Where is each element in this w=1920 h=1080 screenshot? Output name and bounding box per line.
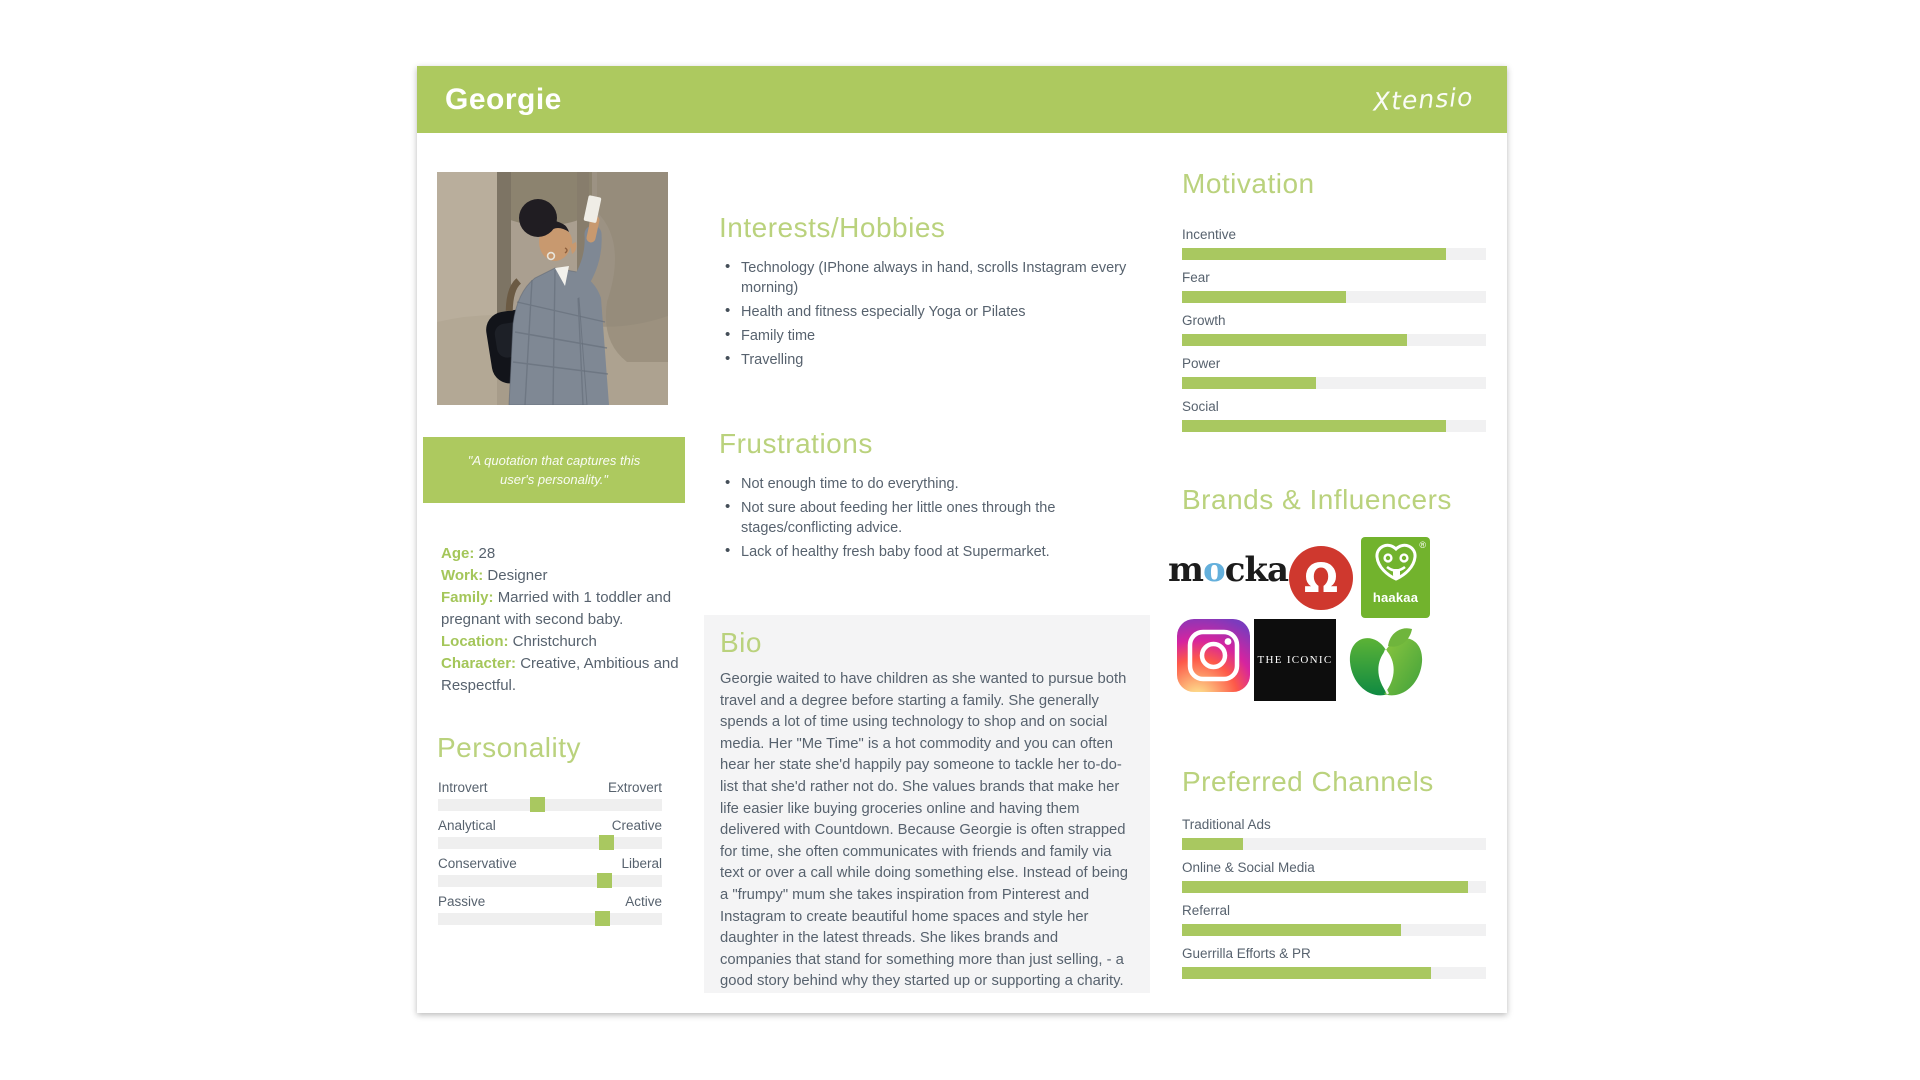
slider-right-label: Creative [611, 818, 662, 833]
bar-group [1182, 356, 1486, 389]
personality-slider [438, 780, 662, 811]
bar-fill [1182, 881, 1468, 893]
slider-marker [595, 911, 610, 926]
bar-label: Online & Social Media [1182, 860, 1315, 875]
detail-label: Family: [441, 589, 498, 606]
haakaa-wordmark: haakaa [1372, 590, 1419, 605]
bar-track [1182, 334, 1486, 346]
bar-track [1182, 377, 1486, 389]
slider-left-label: Analytical [438, 818, 496, 833]
bar-label: Incentive [1182, 227, 1237, 242]
bar-track [1182, 248, 1486, 260]
detail-row [441, 587, 681, 631]
detail-label: Character: [441, 655, 521, 672]
bar-fill [1182, 248, 1446, 260]
detail-value: Christchurch [512, 633, 597, 650]
slider-labels [438, 894, 662, 909]
instagram-logo [1177, 619, 1250, 692]
slider-track [438, 875, 662, 887]
haakaa-logo [1361, 537, 1430, 618]
slider-track [438, 837, 662, 849]
profile-photo-illustration [437, 172, 668, 405]
detail-value: Designer [487, 567, 548, 584]
bar-label: Power [1182, 356, 1221, 371]
personality-slider [438, 894, 662, 925]
detail-label: Work: [441, 567, 488, 584]
bar-track [1182, 291, 1486, 303]
mocka-text-o: o [1203, 550, 1225, 590]
personality-slider [438, 818, 662, 849]
detail-row [441, 631, 681, 653]
slider-left-label: Introvert [438, 780, 488, 795]
slider-right-label: Active [625, 894, 662, 909]
bar-group [1182, 313, 1486, 346]
bar-label: Guerrilla Efforts & PR [1182, 946, 1311, 961]
details-list [441, 543, 681, 697]
haakaa-face-icon [1373, 543, 1419, 589]
slider-left-label: Conservative [438, 856, 517, 871]
slider-left-label: Passive [438, 894, 486, 909]
countdown-logo [1342, 622, 1430, 702]
bio-text: Georgie waited to have children as she wanted to pursue both travel and a degree before starting a family. She generally spends a lot of time using technology to shop and on social media. Her "Me Time" is a hot commodity and you can often hear her state she'd happily pay someone to tackle her to-do-list that she'd rather not do. She values brands that make her life easier like buying groceries online and having them delivered with Countdown. Because Georgie is often strapped for time, she often communicates with friends and family via text or over a call while doing something else. Instead of being a "frumpy" mum she takes inspiration from Pinterest and Instagram to create beautiful home spaces and style her daughter in the latest threads. She likes brands and companies that stand for something more than just selling, - a good story behind why they started up or supporting a charity. [720, 671, 1128, 990]
slider-marker [530, 797, 545, 812]
mocka-logo [1169, 550, 1287, 590]
bar-label: Referral [1182, 903, 1231, 918]
detail-row [441, 653, 681, 697]
channels-title: Preferred Channels [1182, 766, 1434, 797]
bullet-item: • Technology (IPhone always in hand, scrolls Instagram every morning) [719, 258, 1139, 298]
slider-right-label: Extrovert [607, 780, 662, 795]
lululemon-logo [1289, 546, 1353, 610]
bar-track [1182, 881, 1486, 893]
bar-group [1182, 817, 1486, 850]
bullet-item: • Not sure about feeding her little ones through the stages/conflicting advice. [719, 498, 1119, 538]
the-iconic-wordmark: THE ICONIC [1257, 654, 1333, 666]
the-iconic-logo [1254, 619, 1336, 701]
slider-marker [597, 873, 612, 888]
channels-bars [1182, 817, 1486, 989]
bullet-item: • Not enough time to do everything. [719, 474, 1119, 494]
instagram-camera-icon [1177, 619, 1250, 692]
bar-fill [1182, 838, 1243, 850]
bar-track [1182, 420, 1486, 432]
bullet-item: • Lack of healthy fresh baby food at Supermarket. [719, 542, 1119, 562]
slider-labels [438, 780, 662, 795]
bar-label: Social [1182, 399, 1219, 414]
bar-group [1182, 399, 1486, 432]
bar-label: Fear [1182, 270, 1210, 285]
interests-list [719, 258, 1139, 374]
slider-labels [438, 856, 662, 871]
bullet-item: • Travelling [719, 350, 1139, 370]
motivation-bars [1182, 227, 1486, 442]
detail-row [441, 565, 681, 587]
bar-fill [1182, 420, 1446, 432]
brands-title: Brands & Influencers [1182, 484, 1452, 515]
bar-fill [1182, 377, 1316, 389]
countdown-apple-icon [1342, 622, 1430, 702]
detail-label: Location: [441, 633, 513, 650]
motivation-title: Motivation [1182, 168, 1315, 199]
bar-label: Growth [1182, 313, 1226, 328]
mocka-text-pre: m [1168, 550, 1203, 590]
bullet-item: • Health and fitness especially Yoga or Pilates [719, 302, 1139, 322]
bio-title: Bio [720, 627, 762, 658]
bar-fill [1182, 334, 1407, 346]
quote-box: "A quotation that captures this user's personality." [423, 437, 685, 503]
persona-card [417, 66, 1507, 1013]
frustrations-title: Frustrations [719, 428, 873, 459]
detail-row [441, 543, 681, 565]
detail-value: Creative, Ambitious and Respectful. [441, 655, 679, 694]
mocka-text-post: cka [1224, 550, 1288, 590]
bar-track [1182, 967, 1486, 979]
bar-fill [1182, 967, 1431, 979]
bar-fill [1182, 291, 1346, 303]
bar-group [1182, 270, 1486, 303]
interests-title: Interests/Hobbies [719, 212, 946, 243]
bar-group [1182, 946, 1486, 979]
personality-slider [438, 856, 662, 887]
bar-group [1182, 903, 1486, 936]
slider-labels [438, 818, 662, 833]
slider-track [438, 799, 662, 811]
slider-marker [599, 835, 614, 850]
personality-sliders [438, 780, 662, 932]
frustrations-list [719, 474, 1119, 566]
bar-group [1182, 860, 1486, 893]
xtensio-logo: Xtensio [1371, 82, 1474, 117]
persona-name: Georgie [445, 82, 562, 116]
profile-photo [437, 172, 668, 405]
detail-value: 28 [478, 545, 496, 562]
bar-track [1182, 924, 1486, 936]
bar-track [1182, 838, 1486, 850]
detail-value: Married with 1 toddler and pregnant with second baby. [441, 589, 672, 628]
bullet-item: • Family time [719, 326, 1139, 346]
bar-group [1182, 227, 1486, 260]
bar-fill [1182, 924, 1401, 936]
bio-section [704, 615, 1150, 993]
persona-header [417, 66, 1507, 133]
registered-mark-icon: ® [1419, 540, 1426, 550]
slider-right-label: Liberal [621, 856, 662, 871]
lululemon-glyph: Ω [1303, 556, 1338, 602]
detail-label: Age: [441, 545, 479, 562]
slider-track [438, 913, 662, 925]
personality-title: Personality [437, 732, 582, 763]
bar-label: Traditional Ads [1182, 817, 1271, 832]
